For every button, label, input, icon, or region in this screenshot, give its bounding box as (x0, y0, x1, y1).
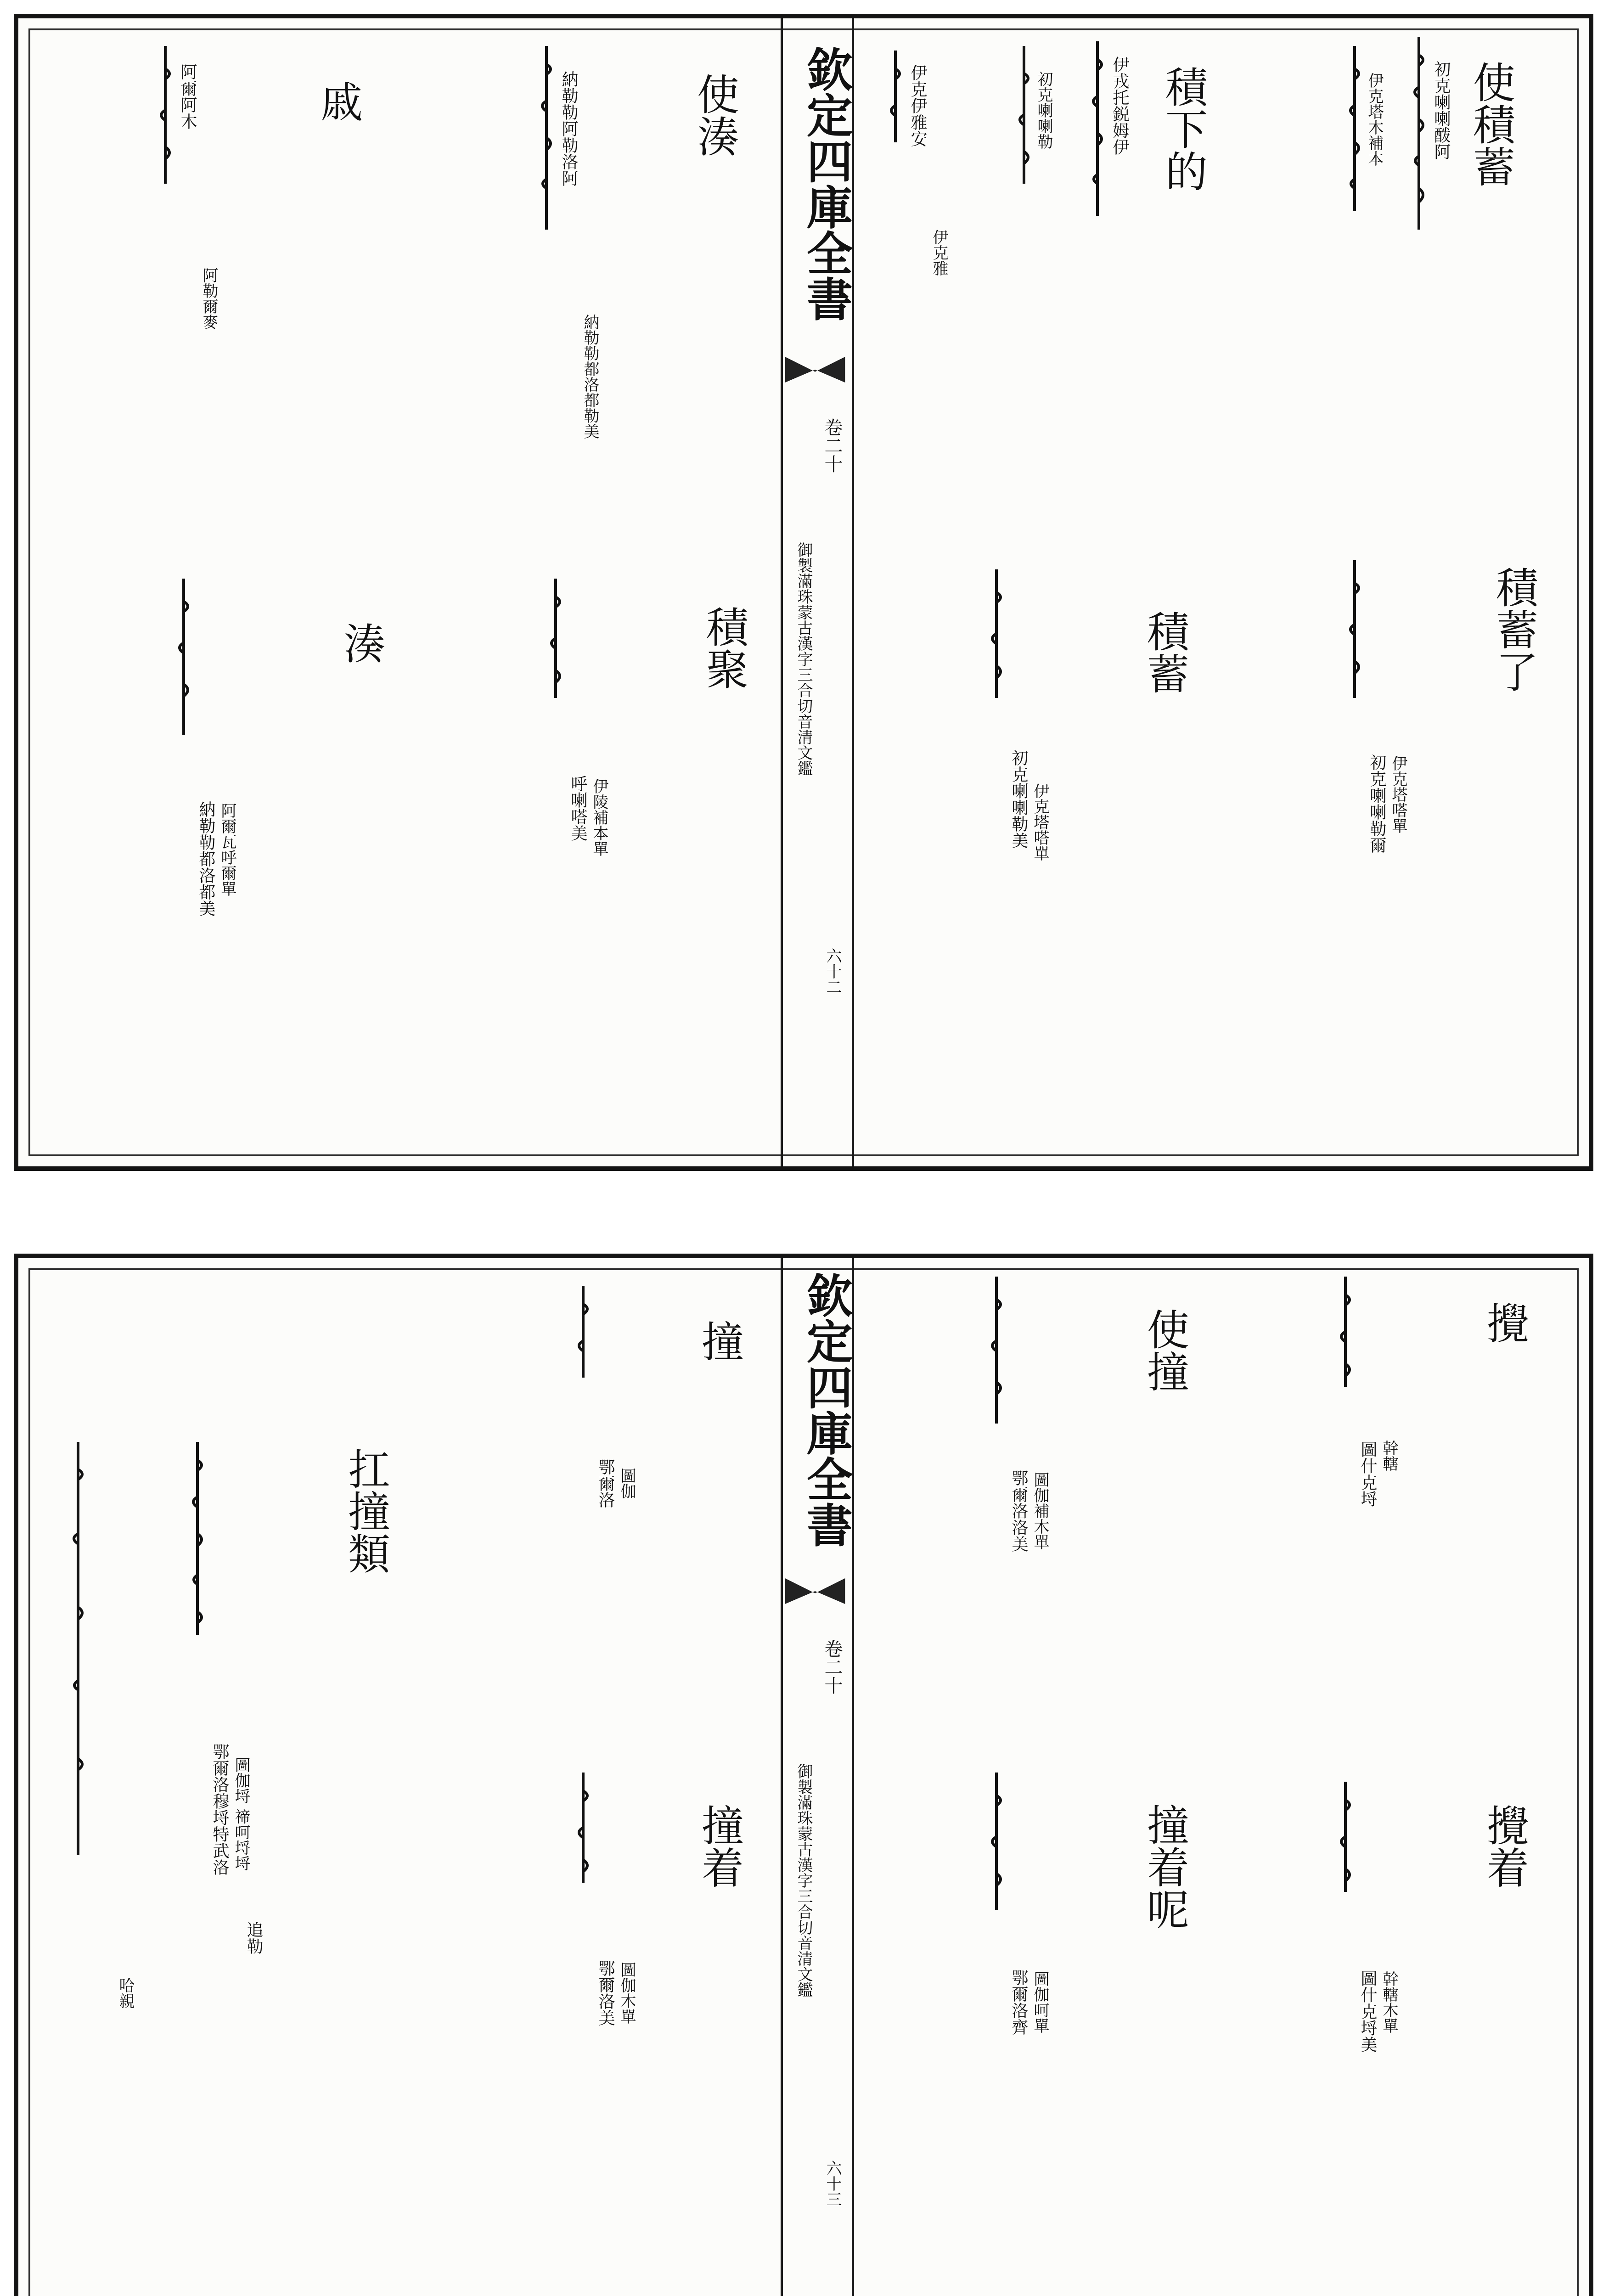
transliteration: 鄂爾洛洛美 (1009, 1469, 1028, 1552)
entry-hanzi: 撞 (695, 1320, 744, 1362)
book-subtitle: 御製滿珠蒙古漢字三合切音清文鑑 (794, 1763, 813, 1998)
manchu-script-icon (987, 569, 1004, 698)
manchu-column (533, 46, 599, 450)
manchu-script-icon (69, 1442, 85, 1855)
manchu-column (64, 1442, 85, 1855)
entry (1465, 46, 1515, 202)
transliteration: 圖什克埒美 (1358, 1970, 1377, 2053)
manchu-script-icon (156, 46, 173, 184)
fishtail-ornament (783, 1575, 847, 1607)
manchu-column (569, 1286, 636, 1515)
entry (312, 69, 363, 133)
manchu-script-icon (1345, 560, 1362, 698)
transliteration-2: 阿爾瓦呼爾單 (218, 803, 236, 896)
entry (335, 615, 386, 670)
book-subtitle: 御製滿珠蒙古漢字三合切音清文鑑 (794, 542, 813, 776)
entry-hanzi: 伊克雅 (930, 229, 948, 276)
manchu-script-icon (574, 1286, 591, 1378)
entry-hanzi: 積聚 (699, 605, 748, 690)
page-number: 六十二 (823, 948, 842, 995)
entry-hanzi: 戚 (314, 80, 363, 122)
manchu-script-icon (1088, 41, 1105, 216)
entry-hanzi: 積蓄了 (1489, 566, 1538, 692)
transliteration-2: 伊克塔木補本 (1365, 73, 1384, 166)
entry-hanzi: 使湊 (690, 73, 739, 157)
transliteration-2: 圖伽 (618, 1468, 636, 1499)
entry-hanzi: 湊 (337, 622, 386, 664)
entry (689, 55, 739, 174)
manchu-column (1084, 41, 1129, 216)
transliteration-2: 哈親 (116, 1977, 135, 2009)
manchu-script-icon (987, 1773, 1004, 1910)
transliteration-2: 伊克塔嗒單 (1389, 755, 1407, 833)
manchu-column (1332, 1782, 1398, 2066)
transliteration-2: 圖伽木單 (618, 1962, 636, 2024)
entry (1139, 1295, 1189, 1405)
entry (1479, 1791, 1529, 1901)
transliteration: 鄂爾洛美 (596, 1960, 615, 2026)
transliteration: 鄂爾洛齊 (1009, 1969, 1028, 2035)
transliteration: 納勒勒都洛都美 (197, 801, 215, 917)
transliteration-2: 伊克塔嗒單 (1031, 783, 1049, 861)
transliteration-2: 圖伽呵單 (1031, 1971, 1049, 2033)
entry (1139, 597, 1189, 707)
manchu-script-icon (546, 579, 563, 698)
entry (1479, 1290, 1529, 1355)
entry (882, 51, 948, 298)
manchu-script-icon (537, 46, 554, 230)
manchu-column (983, 1277, 1049, 1580)
manchu-column (569, 1773, 636, 2039)
entry (1139, 1791, 1189, 1942)
entry-hanzi: 撞着 (695, 1804, 744, 1888)
book-title: 欽定四庫全書 (799, 1272, 853, 1548)
manchu-column (184, 1442, 250, 1901)
entry-hanzi: 攪着 (1480, 1804, 1529, 1888)
manchu-script-icon (188, 1442, 205, 1635)
transliteration: 初克喇喇酦阿 (1432, 61, 1451, 160)
transliteration-2: 圖伽埒 禘呵埒埒 (232, 1756, 250, 1871)
transliteration-2: 幹轄木單 (1380, 1971, 1398, 2033)
transliteration: 鄂爾洛穆埒特武洛 (210, 1743, 229, 1875)
transliteration-2: 納勒勒都洛都勒美 (581, 314, 599, 439)
book-title: 欽定四庫全書 (799, 46, 853, 321)
manchu-script-icon (174, 579, 191, 735)
transliteration-2: 阿勒爾麥 (200, 267, 218, 330)
manchu-script-icon (1410, 37, 1426, 230)
mongol-script-icon (1015, 46, 1031, 184)
transliteration: 伊戎托鋭姆伊 (1110, 56, 1129, 155)
manchu-script-icon (987, 1277, 1004, 1424)
transliteration-2: 圖伽補木單 (1031, 1472, 1049, 1550)
volume-label: 卷二十 (821, 418, 843, 473)
entry-hanzi: 積蓄 (1140, 610, 1189, 694)
transliteration-2: 初克喇喇勒 (1035, 71, 1053, 149)
page-top (14, 14, 1593, 1171)
manchu-column (1341, 46, 1383, 211)
entry (693, 1791, 744, 1901)
manchu-column (152, 46, 218, 358)
page-bottom (14, 1254, 1593, 2296)
entry (693, 1313, 744, 1368)
entry (1157, 51, 1208, 207)
manchu-column (1332, 1277, 1398, 1520)
entry-hanzi: 攪 (1480, 1301, 1529, 1344)
spine-top (781, 18, 854, 1166)
transliteration: 圖什克埒 (1358, 1441, 1377, 1507)
manchu-script-icon (886, 51, 903, 142)
page-number: 六十三 (823, 2160, 842, 2207)
entry (340, 1433, 390, 1589)
entry-hanzi: 積下的 (1159, 65, 1208, 192)
entry (1488, 551, 1538, 707)
transliteration: 追勒 (244, 1921, 263, 1954)
manchu-column (983, 1773, 1049, 2048)
transliteration: 阿爾阿木 (178, 63, 197, 129)
entry-hanzi: 使撞 (1140, 1308, 1189, 1392)
entry-hanzi: 撞着呢 (1140, 1803, 1189, 1930)
manchu-column (1405, 37, 1450, 230)
transliteration: 初克喇喇勒美 (1009, 749, 1028, 849)
mongol-script-icon (1345, 46, 1362, 211)
transliteration: 呼喇嗒美 (568, 775, 587, 841)
transliteration: 伊克伊雅安 (908, 64, 927, 147)
transliteration-2: 伊陵補本單 (590, 778, 608, 856)
transliteration-2: 幹轄 (1380, 1440, 1398, 1471)
entry-hanzi: 使積蓄 (1466, 61, 1515, 187)
manchu-column (542, 579, 608, 863)
spine-bottom (781, 1258, 854, 2296)
entry-hanzi: 扛撞類 (341, 1447, 390, 1574)
manchu-column (1341, 560, 1407, 872)
transliteration: 初克喇喇勒爾 (1367, 754, 1386, 853)
fishtail-ornament (783, 354, 847, 386)
volume-label: 卷二十 (821, 1639, 843, 1694)
manchu-column (1010, 46, 1052, 184)
transliteration: 鄂爾洛 (596, 1458, 615, 1508)
manchu-column (170, 579, 236, 937)
transliteration: 納勒勒阿勒洛阿 (559, 71, 578, 186)
entry (698, 592, 748, 703)
manchu-column (983, 569, 1049, 882)
manchu-script-icon (1336, 1277, 1353, 1387)
manchu-script-icon (1336, 1782, 1353, 1892)
manchu-script-icon (574, 1773, 591, 1883)
